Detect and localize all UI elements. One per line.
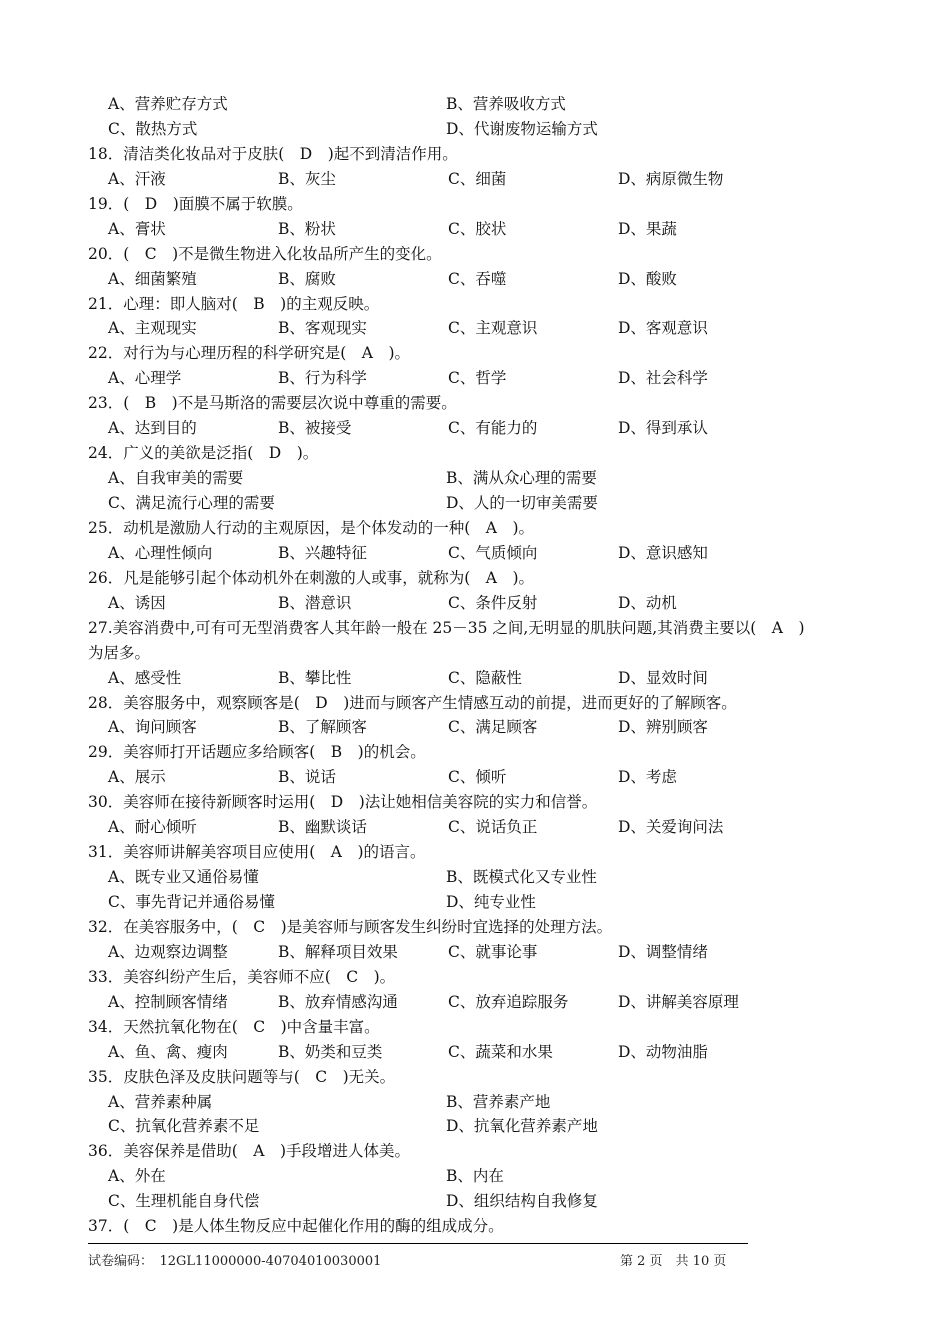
option-d: D、显效时间 bbox=[618, 668, 708, 687]
question-text: 29．美容师打开话题应多给顾客( B )的机会。 bbox=[88, 743, 426, 762]
option-d: D、酸败 bbox=[618, 269, 677, 288]
option-c: C、蔬菜和水果 bbox=[448, 1042, 553, 1061]
option-a: A、营养素种属 bbox=[108, 1092, 213, 1111]
question-text: 24．广义的美欲是泛指( D )。 bbox=[88, 444, 319, 463]
question-text: 23．( B )不是马斯洛的需要层次说中尊重的需要。 bbox=[88, 394, 457, 413]
option-d: D、考虑 bbox=[618, 768, 677, 787]
options-row bbox=[88, 815, 888, 840]
option-b: D、人的一切审美需要 bbox=[446, 494, 598, 512]
option-d: D、社会科学 bbox=[618, 369, 708, 388]
option-c: C、倾听 bbox=[448, 768, 507, 787]
exam-content bbox=[88, 92, 888, 1239]
option-a: C、满足流行心理的需要 bbox=[108, 494, 275, 512]
options-row bbox=[88, 491, 888, 516]
option-b: B、满从众心理的需要 bbox=[446, 469, 597, 488]
option-a: C、事先背记并通俗易懂 bbox=[108, 893, 275, 911]
options-row bbox=[88, 117, 888, 142]
options-row bbox=[88, 765, 888, 790]
options-row bbox=[88, 1189, 888, 1214]
option-a: A、达到目的 bbox=[108, 419, 197, 438]
option-a: A、心理学 bbox=[108, 369, 182, 388]
option-d: D、讲解美容原理 bbox=[618, 992, 739, 1011]
option-b: B、解释项目效果 bbox=[278, 942, 398, 961]
question-text: 31．美容师讲解美容项目应使用( A )的语言。 bbox=[88, 843, 426, 862]
option-b: D、抗氧化营养素产地 bbox=[446, 1117, 598, 1136]
option-b: B、说话 bbox=[278, 768, 336, 787]
options-row bbox=[88, 666, 888, 691]
options-row bbox=[88, 1164, 888, 1189]
option-b: B、被接受 bbox=[278, 419, 352, 438]
question-text: 37．( C )是人体生物反应中起催化作用的酶的组成成分。 bbox=[88, 1217, 504, 1236]
page-number: 第 2 页 共 10 页 bbox=[620, 1254, 727, 1269]
option-b: B、既模式化又专业性 bbox=[446, 868, 597, 887]
options-row bbox=[88, 466, 888, 491]
option-b: B、奶类和豆类 bbox=[278, 1042, 383, 1061]
question-text: 32．在美容服务中，( C )是美容师与顾客发生纠纷时宜选择的处理方法。 bbox=[88, 917, 613, 936]
options-row bbox=[88, 1114, 888, 1139]
option-d: D、得到承认 bbox=[618, 419, 708, 438]
option-d: D、动机 bbox=[618, 593, 677, 612]
options-row bbox=[88, 1040, 888, 1065]
option-d: D、病原微生物 bbox=[618, 169, 724, 188]
options-row bbox=[88, 416, 888, 441]
option-b: B、幽默谈话 bbox=[278, 818, 367, 837]
option-a: A、感受性 bbox=[108, 668, 182, 687]
option-a: A、边观察边调整 bbox=[108, 942, 228, 961]
options-row bbox=[88, 541, 888, 566]
question-text: 27.美容消费中,可有可无型消费客人其年龄一般在 25－35 之间,无明显的肌肤问题,其消费主要以( A ) bbox=[88, 618, 805, 637]
question-text: 19．( D )面膜不属于软膜。 bbox=[88, 194, 303, 213]
question-text: 18．清洁类化妆品对于皮肤( D )起不到清洁作用。 bbox=[88, 144, 458, 163]
option-b: D、组织结构自我修复 bbox=[446, 1192, 598, 1211]
option-c: C、条件反射 bbox=[448, 593, 538, 612]
option-c: C、就事论事 bbox=[448, 942, 538, 961]
option-c: C、细菌 bbox=[448, 169, 507, 188]
option-b: B、潜意识 bbox=[278, 593, 352, 612]
option-b: B、营养素产地 bbox=[446, 1092, 551, 1111]
options-row bbox=[88, 267, 888, 292]
question-text: 21．心理：即人脑对( B )的主观反映。 bbox=[88, 294, 380, 313]
footer-divider bbox=[88, 1243, 748, 1244]
option-c: C、主观意识 bbox=[448, 319, 538, 338]
options-row bbox=[88, 316, 888, 341]
option-a: A、细菌繁殖 bbox=[108, 269, 197, 288]
option-a: A、鱼、禽、瘦肉 bbox=[108, 1042, 228, 1061]
option-c: C、说话负正 bbox=[448, 818, 538, 837]
option-a: A、自我审美的需要 bbox=[108, 469, 244, 488]
option-d: D、意识感知 bbox=[618, 543, 708, 562]
question-text: 20．( C )不是微生物进入化妆品所产生的变化。 bbox=[88, 244, 442, 263]
options-row bbox=[88, 591, 888, 616]
option-d: D、动物油脂 bbox=[618, 1042, 708, 1061]
option-a: C、抗氧化营养素不足 bbox=[108, 1117, 260, 1136]
options-row bbox=[88, 990, 888, 1015]
option-c: C、哲学 bbox=[448, 369, 507, 388]
option-d: D、调整情绪 bbox=[618, 942, 708, 961]
option-a: A、耐心倾听 bbox=[108, 818, 197, 837]
option-b: B、了解顾客 bbox=[278, 718, 367, 737]
question-text: 22．对行为与心理历程的科学研究是( A )。 bbox=[88, 344, 411, 363]
question-text: 34．天然抗氧化物在( C )中含量丰富。 bbox=[88, 1017, 380, 1036]
option-c: C、放弃追踪服务 bbox=[448, 992, 569, 1011]
options-row bbox=[88, 366, 888, 391]
option-a: A、汗液 bbox=[108, 169, 166, 188]
option-a: A、主观现实 bbox=[108, 319, 197, 338]
option-b: B、营养吸收方式 bbox=[446, 95, 566, 113]
option-b: B、灰尘 bbox=[278, 169, 336, 188]
option-b: B、兴趣特征 bbox=[278, 543, 367, 562]
question-text: 36．美容保养是借助( A )手段增进人体美。 bbox=[88, 1142, 411, 1161]
option-c: C、胶状 bbox=[448, 219, 507, 238]
option-a: A、外在 bbox=[108, 1167, 166, 1186]
option-b: B、粉状 bbox=[278, 219, 336, 238]
option-a: C、生理机能自身代偿 bbox=[108, 1192, 260, 1211]
option-d: D、果蔬 bbox=[618, 219, 677, 238]
options-row bbox=[88, 1090, 888, 1115]
options-row bbox=[88, 890, 888, 915]
options-row bbox=[88, 167, 888, 192]
question-text: 35．皮肤色泽及皮肤问题等与( C )无关。 bbox=[88, 1067, 396, 1086]
option-a: A、展示 bbox=[108, 768, 166, 787]
option-b: B、行为科学 bbox=[278, 369, 367, 388]
option-d: D、客观意识 bbox=[618, 319, 708, 338]
option-a: A、控制顾客情绪 bbox=[108, 992, 228, 1011]
question-text: 为居多。 bbox=[88, 643, 151, 662]
exam-code: 试卷编码： 12GL11000000-40704010030001 bbox=[88, 1254, 382, 1269]
question-text: 25．动机是激励人行动的主观原因，是个体发动的一种( A )。 bbox=[88, 518, 535, 537]
option-a: C、散热方式 bbox=[108, 119, 198, 138]
option-c: C、气质倾向 bbox=[448, 543, 538, 562]
option-b: B、客观现实 bbox=[278, 319, 367, 338]
option-d: D、辨别顾客 bbox=[618, 718, 708, 737]
option-a: A、膏状 bbox=[108, 219, 166, 238]
question-text: 30．美容师在接待新顾客时运用( D )法让她相信美容院的实力和信誉。 bbox=[88, 793, 598, 812]
option-c: C、吞噬 bbox=[448, 269, 507, 288]
option-c: C、满足顾客 bbox=[448, 718, 538, 737]
option-d: D、关爱询问法 bbox=[618, 818, 724, 837]
options-row bbox=[88, 92, 888, 117]
question-text: 26．凡是能够引起个体动机外在刺激的人或事，就称为( A )。 bbox=[88, 568, 535, 587]
options-row bbox=[88, 940, 888, 965]
option-a: A、心理性倾向 bbox=[108, 543, 213, 562]
options-row bbox=[88, 217, 888, 242]
option-b: D、代谢废物运输方式 bbox=[446, 119, 598, 138]
option-a: A、既专业又通俗易懂 bbox=[108, 868, 259, 887]
option-b: B、腐败 bbox=[278, 269, 336, 288]
option-a: A、询问顾客 bbox=[108, 718, 197, 737]
options-row bbox=[88, 715, 888, 740]
option-b: B、放弃情感沟通 bbox=[278, 992, 398, 1011]
option-b: B、内在 bbox=[446, 1167, 504, 1186]
option-b: D、纯专业性 bbox=[446, 893, 536, 911]
option-a: A、诱因 bbox=[108, 593, 166, 612]
option-b: B、攀比性 bbox=[278, 668, 352, 687]
question-text: 28．美容服务中，观察顾客是( D )进而与顾客产生情感互动的前提，进而更好的了解顾客。 bbox=[88, 693, 737, 712]
option-c: C、隐蔽性 bbox=[448, 668, 522, 687]
question-text: 33．美容纠纷产生后，美容师不应( C )。 bbox=[88, 967, 396, 986]
options-row bbox=[88, 865, 888, 890]
option-c: C、有能力的 bbox=[448, 419, 538, 438]
option-a: A、营养贮存方式 bbox=[108, 95, 228, 113]
